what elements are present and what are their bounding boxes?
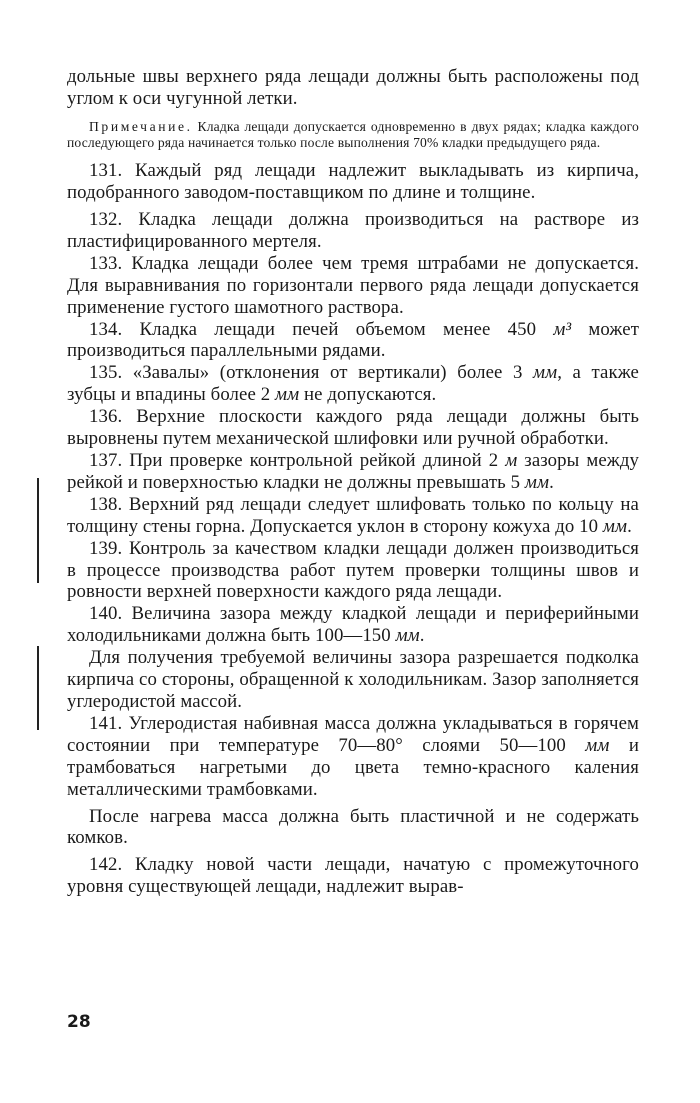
paragraph-135-text: 135. «Завалы» (отклонения от вертикали) более 3 <box>89 362 534 384</box>
paragraph-141-text: 141. Углеродистая набивная масса должна укладываться в горячем состоянии при температуре 70—80° слоями 50—100 <box>67 712 639 756</box>
paragraph-138-text: 138. Верхний ряд лещади следует шлифовать только по кольцу на толщину стены горна. Допускается уклон в сторону кожуха до 10 <box>67 493 639 537</box>
paragraph-138 <box>67 494 639 538</box>
paragraph-134-text: может производиться параллельными рядами. <box>67 318 639 362</box>
unit: мм <box>533 362 558 384</box>
unit: мм <box>524 471 550 493</box>
paragraph-131: 131. Каждый ряд лещади надлежит выкладывать из кирпича, подобранного заводом-поставщиком по длине и толщине. <box>67 160 639 204</box>
note-text: Кладка лещади допускается одновременно в двух рядах; кладка каждого последующего ряда начинается только после выполнения 70% кладки предыдущего ряда. <box>67 118 639 151</box>
paragraph-134-text: 134. Кладка лещади печей объемом менее 450 <box>89 318 554 340</box>
paragraph-132: 132. Кладка лещади должна производиться на растворе из пластифицированного мертеля. <box>67 209 639 252</box>
margin-change-bar <box>37 646 39 730</box>
note-label: Примечание. <box>89 118 193 134</box>
unit: м <box>505 450 518 471</box>
paragraph-135-text: , а также зубцы и впадины более 2 <box>67 362 639 406</box>
paragraph-136: 136. Верхние плоскости каждого ряда лещади должны быть выровнены путем механической шлифовки или ручной обработки. <box>67 406 639 450</box>
paragraph-intro: дольные швы верхнего ряда лещади должны быть расположены под углом к оси чугунной летки. <box>67 66 639 109</box>
note-paragraph <box>67 119 639 151</box>
paragraph-133: 133. Кладка лещади более чем тремя штрабами не допускается. Для выравнивания по горизонтали первого ряда лещади допускается применение густого шамотного раствора. <box>67 252 639 318</box>
unit: мм <box>585 734 610 756</box>
paragraph-139: 139. Контроль за качеством кладки лещади должен производиться в процессе производства работ путем проверки толщины швов и ровности верхней поверхности каждого ряда лещади. <box>67 537 639 603</box>
paragraph-137-text: зазоры между рейкой и поверхностью кладки не должны превышать 5 <box>67 450 639 493</box>
margin-change-bar <box>37 478 39 583</box>
paragraph-137-text: 137. При проверке контрольной рейкой длиной 2 <box>89 450 506 471</box>
paragraph-137-text: . <box>549 471 554 493</box>
paragraph-135-text: не допускаются. <box>299 384 437 406</box>
unit: мм <box>395 625 420 647</box>
paragraph-134 <box>67 319 639 363</box>
paragraph-141-text: и трамбоваться нагретыми до цвета темно-красного каления металлическими трамбовками. <box>67 734 639 800</box>
paragraph-140 <box>67 603 639 647</box>
paragraph-135 <box>67 362 639 406</box>
paragraph-137 <box>67 450 639 494</box>
paragraph-142: 142. Кладку новой части лещади, начатую с промежуточного уровня существующей лещади, надлежит вырав- <box>67 854 639 898</box>
paragraph-141 <box>67 713 639 801</box>
paragraph-138-text: . <box>627 515 632 537</box>
paragraph-140-text: . <box>419 625 425 647</box>
unit: мм <box>602 515 628 537</box>
paragraph-140-text: 140. Величина зазора между кладкой лещади и периферийными холодильниками должна быть 100—150 <box>67 603 639 647</box>
paragraph-141-continued: После нагрева масса должна быть пластичной и не содержать комков. <box>67 805 639 849</box>
paragraph-140-continued: Для получения требуемой величины зазора разрешается подколка кирпича со стороны, обращенной к холодильникам. Зазор заполняется углеродистой массой. <box>67 647 639 712</box>
unit: м³ <box>553 318 572 340</box>
page-number: 28 <box>67 1012 91 1032</box>
text-column <box>67 66 639 898</box>
unit: мм <box>274 384 300 406</box>
